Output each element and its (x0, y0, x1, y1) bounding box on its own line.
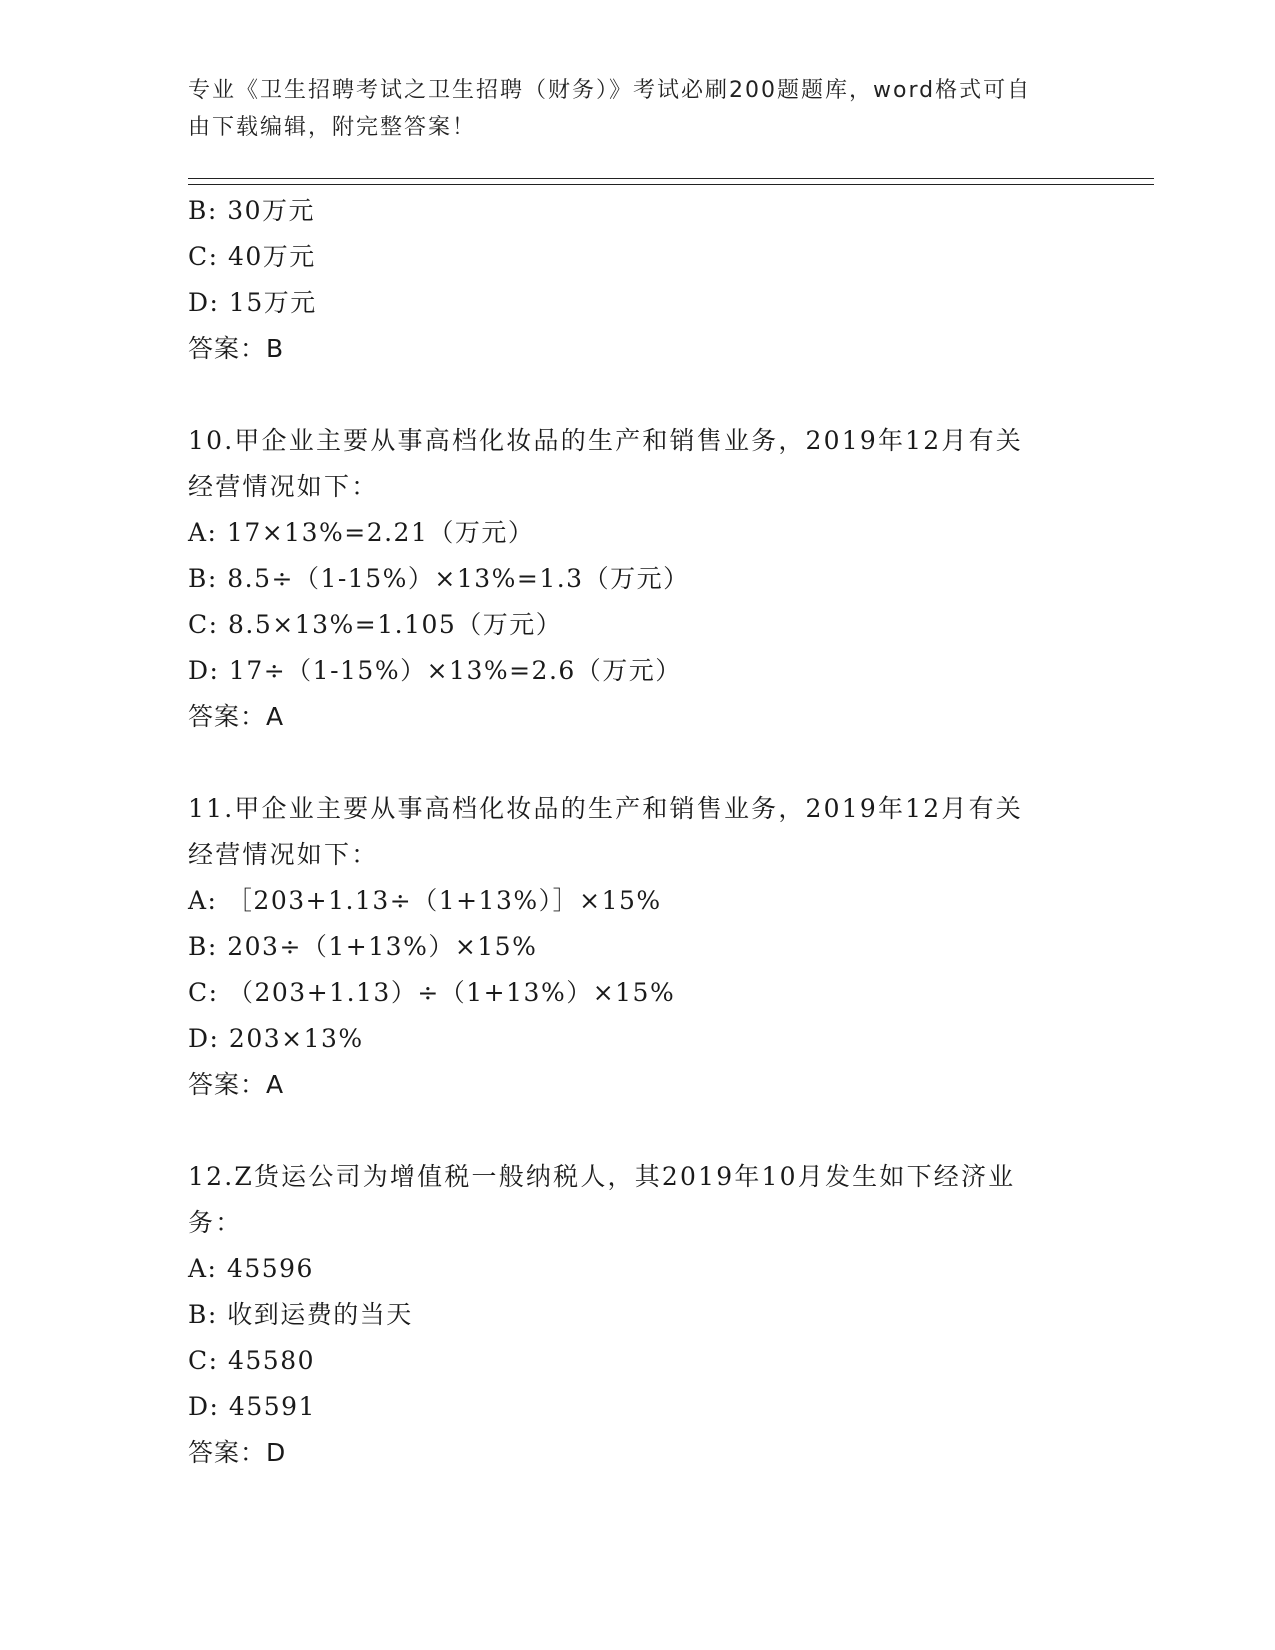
question-stem (188, 1154, 1068, 1246)
spacer (188, 1108, 1088, 1154)
stem-line-1: 10.甲企业主要从事高档化妆品的生产和销售业务，2019年12月有关 (188, 426, 1023, 455)
stem-line-2: 经营情况如下： (188, 472, 379, 501)
answer-label: 答案：D (188, 1438, 287, 1467)
option-d: D: 17÷（1-15%）×13%=2.6（万元） (188, 656, 682, 685)
stem-line-1: 11.甲企业主要从事高档化妆品的生产和销售业务，2019年12月有关 (188, 794, 1023, 823)
answer-label: 答案：A (188, 1070, 285, 1099)
answer-label: 答案：B (188, 334, 285, 363)
option-a: A: ［203+1.13÷（1+13%）］×15% (188, 886, 662, 915)
header-rule-top (188, 178, 1154, 179)
question-stem (188, 786, 1068, 878)
option-d: D: 15万元 (188, 288, 317, 317)
option-c: C: 8.5×13%=1.105（万元） (188, 610, 563, 639)
header-rule-bottom (188, 184, 1154, 185)
header-line-2: 由下载编辑，附完整答案！ (188, 115, 477, 140)
document-header (188, 72, 1068, 146)
prev-question (188, 188, 1088, 372)
option-b: B: 8.5÷（1-15%）×13%=1.3（万元） (188, 564, 690, 593)
option-b: B: 收到运费的当天 (188, 1300, 413, 1329)
option-d: D: 45591 (188, 1392, 316, 1421)
option-a: A: 17×13%=2.21（万元） (188, 518, 535, 547)
spacer (188, 740, 1088, 786)
question-list (188, 188, 1088, 1476)
spacer (188, 372, 1088, 418)
option-b: B: 30万元 (188, 196, 316, 225)
option-a: A: 45596 (188, 1254, 314, 1283)
header-line-1: 专业《卫生招聘考试之卫生招聘（财务）》考试必刷200题题库，word格式可自 (188, 78, 1032, 103)
question-12 (188, 1154, 1088, 1476)
option-b: B: 203÷（1+13%）×15% (188, 932, 538, 961)
answer-label: 答案：A (188, 702, 285, 731)
option-c: C: 40万元 (188, 242, 316, 271)
option-d: D: 203×13% (188, 1024, 364, 1053)
stem-line-2: 经营情况如下： (188, 840, 379, 869)
question-stem (188, 418, 1068, 510)
option-c: C: 45580 (188, 1346, 316, 1375)
stem-line-2: 务： (188, 1208, 243, 1237)
stem-line-1: 12.Z货运公司为增值税一般纳税人，其2019年10月发生如下经济业 (188, 1162, 1016, 1191)
question-11 (188, 786, 1088, 1108)
question-10 (188, 418, 1088, 740)
option-c: C: （203+1.13）÷（1+13%）×15% (188, 978, 676, 1007)
